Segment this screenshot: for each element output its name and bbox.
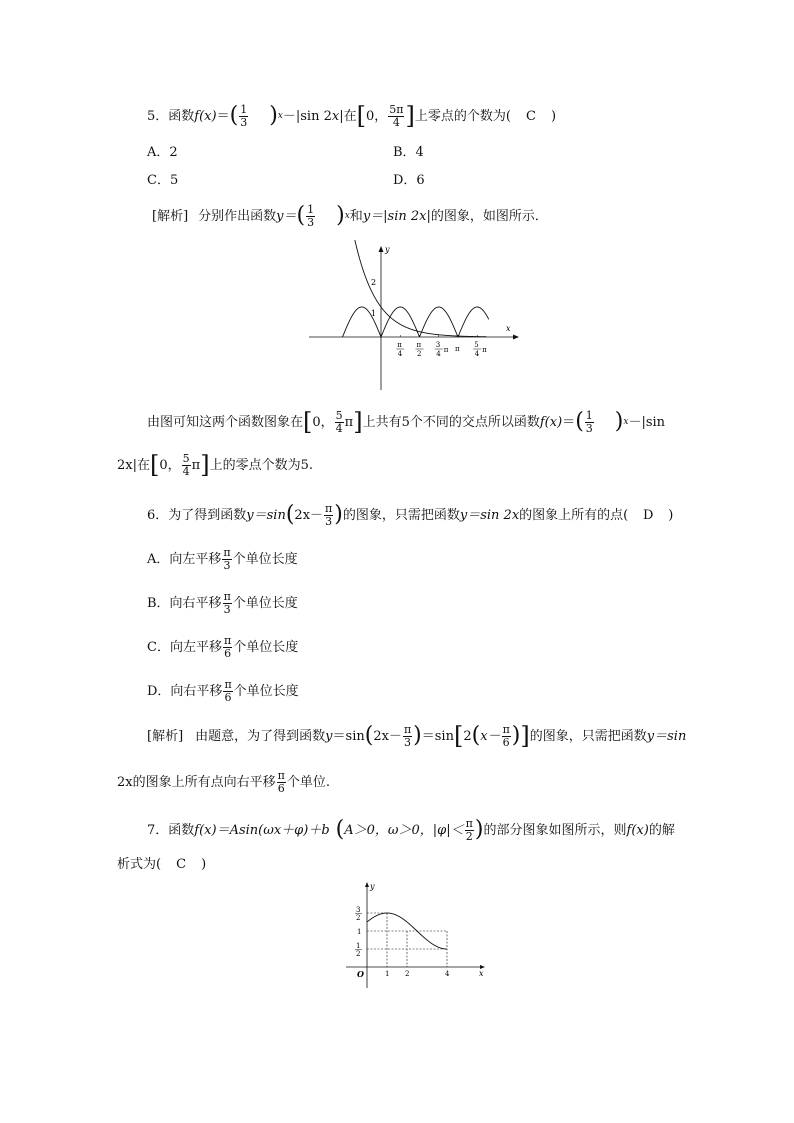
q5-conclusion-line1 — [147, 407, 665, 437]
q6-option-d-fraction: $\frac{\pi}{6}$ — [224, 677, 232, 704]
q6-analysis-eq: ＝sin — [332, 728, 365, 744]
q5-conclusion-base: $\frac{1}{3}$ — [585, 408, 593, 435]
q5-rparen: ) — [269, 103, 278, 128]
q5-conclusion-eq: ＝ — [562, 414, 576, 430]
q5-conclusion-fx: f(x) — [539, 414, 563, 430]
q6-option-d-pre: D．向右平移 — [147, 683, 223, 699]
q7-x-tick-label: 4 — [445, 970, 450, 978]
q6-analysis-rparen: ) — [413, 723, 422, 748]
q5-analysis-and: 和 — [349, 208, 363, 224]
q5-x-tick-den: 4 — [436, 350, 441, 358]
q5-option-b: B．4 — [393, 145, 424, 160]
q6-analysis-rbracket: ] — [520, 722, 530, 750]
q5-x-arrow — [513, 335, 519, 340]
q5-analysis-lparen: ( — [296, 203, 306, 228]
q5-eq: ＝ — [216, 108, 230, 124]
q6-stem-a: 6．为了得到函数 — [147, 507, 247, 523]
q5-x-tick-num: 3 — [435, 341, 441, 349]
q5-conclusion-zero: 0， — [312, 414, 334, 430]
q6-analysis-two: 2 — [463, 728, 472, 744]
q5-analysis-y: y＝ — [276, 208, 297, 224]
q6-option-a-fraction: $\frac{\pi}{3}$ — [223, 545, 231, 572]
q7-stem-b: 的部分图象如图所示，则 — [483, 822, 627, 838]
q5-minus-sin: －|sin 2 — [282, 108, 332, 124]
q7-x-label: x — [479, 969, 484, 978]
q7-y-arrow — [365, 882, 369, 887]
q6-analysis-line1 — [147, 720, 686, 752]
q5-lparen: ( — [229, 103, 239, 128]
q6-option-d — [147, 677, 299, 705]
q6-analysis-line2a: 2x的图象上所有点向右平移 — [117, 774, 276, 790]
q5-analysis-tag: [解析] — [152, 208, 189, 224]
q6-inner: 2x－ — [294, 507, 324, 523]
q7-graph — [340, 880, 490, 992]
q6-option-c-pre: C．向左平移 — [147, 639, 222, 655]
q5-lbracket: [ — [356, 102, 366, 130]
q5-x-ticks — [396, 335, 487, 358]
q6-lparen: ( — [285, 502, 295, 527]
q5-line2-fraction: $\frac{5}{4}$ — [182, 451, 190, 478]
q6-analysis-lparen2: ( — [471, 723, 481, 748]
q5-answer: C — [525, 108, 536, 124]
q5-abs-sin-curve — [343, 307, 489, 337]
q7-y-label: y — [370, 882, 375, 891]
q5-analysis-text1: 分别作出函数 — [198, 208, 277, 224]
q7-stem-c: 的解 — [648, 822, 675, 838]
q6-analysis-frac3: $\frac{\pi}{3}$ — [403, 722, 412, 749]
q5-stem-post: 上零点的个数为( — [414, 108, 524, 124]
q7-y-tick-label: 1 — [357, 928, 362, 936]
q7-y-tick-num: 3 — [356, 906, 361, 914]
q6-analysis-b: 的图象，只需把函数 — [529, 728, 647, 744]
q5-x-tick-suffix: π — [443, 346, 449, 354]
q5-conclusion-rbracket: ] — [353, 408, 363, 436]
q6-y-eq: y＝sin — [246, 507, 286, 523]
q5-x-tick-label: π — [454, 345, 460, 353]
q6-option-b — [147, 589, 298, 617]
q6-analysis-ysin: y＝sin — [646, 728, 687, 744]
q5-analysis-line — [152, 202, 548, 230]
q6-y2: y＝sin 2x — [459, 507, 520, 523]
q5-fx: f(x) — [194, 108, 217, 124]
q7-x-tick-label: 2 — [405, 970, 410, 978]
q6-answer: D — [643, 507, 654, 523]
q5-conclusion-pi: π — [344, 414, 354, 430]
q7-cond: A＞0，ω＞0，|φ|＜ — [344, 822, 464, 838]
q6-analysis-frac6: $\frac{\pi}{6}$ — [502, 722, 510, 749]
q5-x-tick-suffix: π — [482, 346, 487, 354]
q5-tick-2: 2 — [371, 278, 377, 287]
q6-option-a-pre: A．向左平移 — [147, 551, 222, 567]
q5-line2-pi: π — [191, 457, 201, 473]
q6-analysis-lparen: ( — [364, 723, 374, 748]
q7-line2: 析式为( — [117, 857, 175, 872]
q6-analysis-tag: [解析] — [147, 728, 184, 744]
q7-dashed-guides — [367, 913, 447, 967]
q5-analysis-fraction: $\frac{1}{3}$ — [307, 202, 315, 229]
q5-line2-lbracket: [ — [149, 451, 160, 479]
q5-x-tick-den: 2 — [416, 350, 422, 358]
q5-conclusion-a: 由图可知这两个函数图象在 — [147, 414, 304, 430]
q6-option-b-pre: B．向右平移 — [147, 595, 222, 611]
q5-base-fraction: $\frac{1}{3}$ — [240, 102, 248, 129]
q6-analysis-inner: 2x－ — [373, 728, 402, 744]
q5-int-left: 0， — [365, 108, 388, 124]
q6-option-b-post: 个单位长度 — [232, 595, 298, 611]
q5-line2-rbracket: ] — [200, 451, 210, 479]
q5-analysis-y2: y＝|sin 2x| — [362, 208, 431, 224]
q6-analysis-rparen2: ) — [511, 723, 521, 748]
q6-option-c — [147, 633, 298, 661]
q5-y-arrow — [379, 246, 384, 252]
q5-conclusion-fraction: $\frac{5}{4}$ — [335, 408, 343, 435]
q5-option-a: A．2 — [147, 145, 178, 160]
q6-stem-b: 的图象，只需把函数 — [342, 507, 460, 523]
q7-close: ) — [188, 857, 207, 872]
q5-analysis-text2: 的图象，如图所示． — [430, 208, 548, 224]
q5-x-tick-den: 4 — [397, 350, 403, 358]
q5-exponent: x — [277, 110, 283, 121]
q5-conclusion-lparen: ( — [575, 409, 584, 434]
q6-stem-fraction: $\frac{\pi}{3}$ — [325, 501, 333, 528]
q6-analysis-y: y — [325, 728, 333, 744]
q5-line2-zero: 0， — [159, 457, 181, 473]
q5-int-fraction: $\frac{5\pi}{4}$ — [389, 102, 404, 129]
q5-conclusion-line2 — [117, 450, 313, 480]
q5-in: |在 — [339, 108, 357, 124]
q5-x-label: x — [506, 324, 511, 333]
q5-y-label: y — [385, 245, 390, 254]
q5-graph — [305, 240, 520, 395]
q5-tick-1: 1 — [371, 309, 377, 318]
q5-x-tick-num: π — [416, 341, 422, 349]
q7-origin: O — [357, 969, 364, 979]
q7-lparen: ( — [335, 817, 345, 842]
q5-analysis-exp: x — [344, 210, 350, 221]
q5-close: ) — [537, 108, 557, 124]
q7-fx-def: f(x)＝Asin(ωx＋φ)＋b — [194, 822, 330, 838]
q5-number: 5．函数 — [147, 108, 195, 124]
q7-stem-a: 7．函数 — [147, 822, 195, 838]
q6-analysis-line2-fraction: $\frac{\pi}{6}$ — [277, 768, 285, 795]
q5-conclusion-exp: x — [623, 416, 629, 427]
q5-exp-curve — [350, 240, 487, 337]
q6-analysis-line2b: 个单位. — [286, 774, 330, 790]
q5-stem — [147, 103, 556, 129]
q7-x-tick-label: 1 — [385, 970, 390, 978]
q5-x-tick-num: 5 — [474, 341, 479, 349]
q7-fx: f(x) — [626, 822, 649, 838]
q6-analysis-inner2: x－ — [480, 728, 501, 744]
q6-stem-c: 的图象上所有的点( — [519, 507, 642, 523]
q7-rparen: ) — [474, 817, 484, 842]
q5-conclusion-b: 上共有5个不同的交点所以函数 — [362, 414, 540, 430]
q7-y-tick-num: 1 — [356, 942, 361, 950]
q5-option-c: C．5 — [147, 173, 179, 188]
q6-analysis-eq2: ＝sin — [421, 728, 454, 744]
q5-conclusion-line2b: 上的零点个数为5. — [209, 457, 313, 473]
q6-analysis-lbracket: [ — [453, 722, 464, 750]
q6-option-a — [147, 545, 298, 573]
q7-stem-line1 — [147, 813, 675, 847]
q6-analysis-line2 — [117, 767, 330, 797]
q5-rbracket: ] — [405, 102, 415, 130]
q5-option-d: D．6 — [393, 173, 425, 188]
q5-conclusion-lbracket: [ — [303, 408, 313, 436]
q7-cond-fraction: $\frac{\pi}{2}$ — [465, 816, 473, 843]
q6-close: ) — [655, 507, 674, 523]
q5-x-tick-num: π — [397, 341, 402, 349]
q6-option-d-post: 个单位长度 — [233, 683, 299, 699]
q5-conclusion-rparen: ) — [614, 409, 624, 434]
q5-conclusion-c: －|sin — [628, 414, 666, 430]
q6-option-b-fraction: $\frac{\pi}{3}$ — [223, 589, 231, 616]
q6-analysis-a: 由题意，为了得到函数 — [195, 728, 326, 744]
q7-y-tick-den: 2 — [356, 950, 361, 958]
q5-x-tick-den: 4 — [474, 350, 480, 358]
q5-x: x — [331, 108, 340, 124]
q6-option-a-post: 个单位长度 — [232, 551, 298, 567]
q6-option-c-post: 个单位长度 — [233, 639, 299, 655]
q7-stem-line2 — [117, 858, 206, 871]
q5-analysis-rparen: ) — [336, 203, 345, 228]
q6-rparen: ) — [334, 502, 343, 527]
q7-y-tick-den: 2 — [356, 914, 361, 922]
q6-option-c-fraction: $\frac{\pi}{6}$ — [223, 633, 232, 660]
q6-stem — [147, 500, 673, 530]
q7-answer: C — [176, 857, 187, 872]
q5-conclusion-line2a: 2x|在 — [117, 457, 150, 473]
